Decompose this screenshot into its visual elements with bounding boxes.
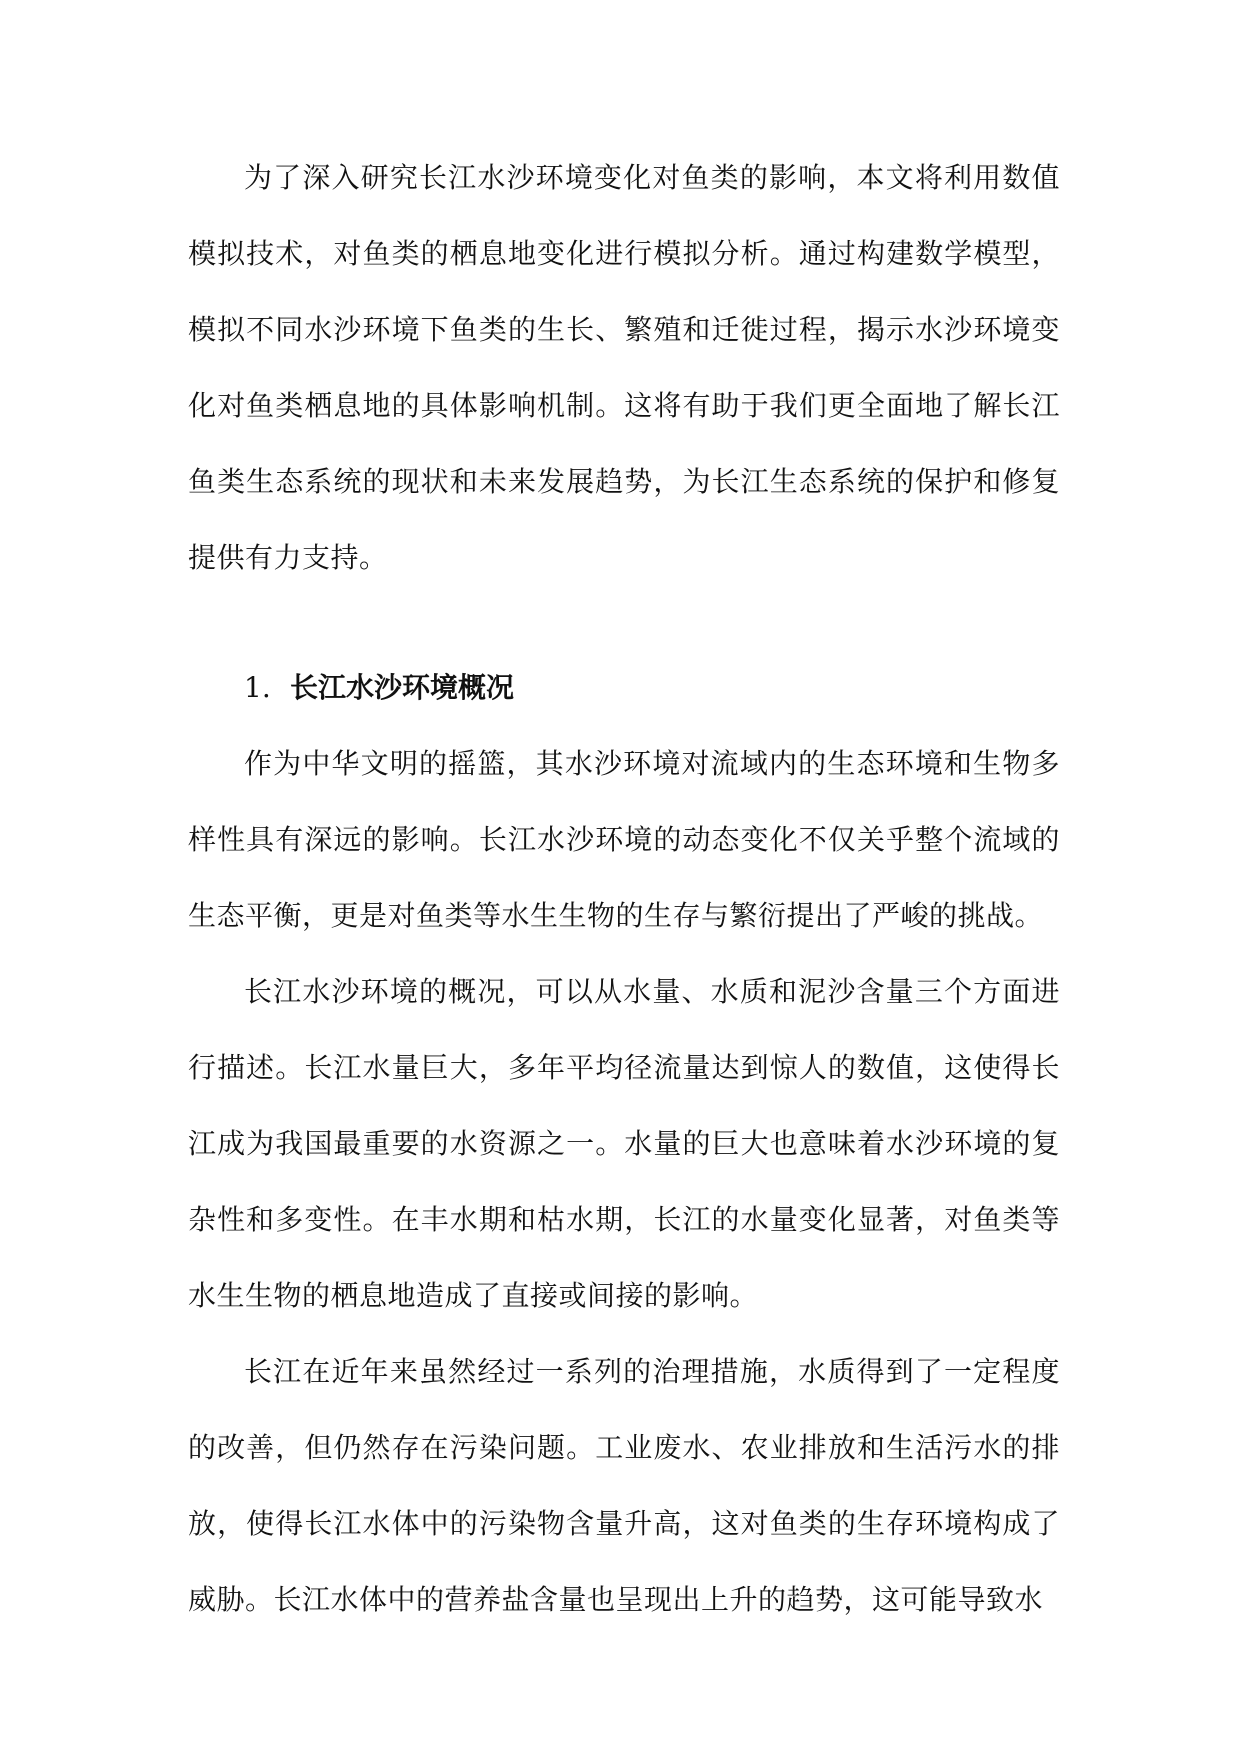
document-body [188,140,1060,1638]
section-number: 1. [244,671,271,704]
section-paragraph-3: 长江在近年来虽然经过一系列的治理措施，水质得到了一定程度的改善，但仍然存在污染问题。工业废水、农业排放和生活污水的排放，使得长江水体中的污染物含量升高，这对鱼类的生存环境构成了威胁。长江水体中的营养盐含量也呈现出上升的趋势，这可能导致水 [188,1355,1060,1616]
section-paragraph-2: 长江水沙环境的概况，可以从水量、水质和泥沙含量三个方面进行描述。长江水量巨大，多年平均径流量达到惊人的数值，这使得长江成为我国最重要的水资源之一。水量的巨大也意味着水沙环境的复杂性和多变性。在丰水期和枯水期，长江的水量变化显著，对鱼类等水生生物的栖息地造成了直接或间接的影响。 [188,975,1060,1312]
section-title: 长江水沙环境概况 [290,671,515,704]
intro-paragraph: 为了深入研究长江水沙环境变化对鱼类的影响，本文将利用数值模拟技术，对鱼类的栖息地变化进行模拟分析。通过构建数学模型，模拟不同水沙环境下鱼类的生长、繁殖和迁徙过程，揭示水沙环境变化对鱼类栖息地的具体影响机制。这将有助于我们更全面地了解长江鱼类生态系统的现状和未来发展趋势，为长江生态系统的保护和修复提供有力支持。 [188,161,1060,574]
section-paragraph-1: 作为中华文明的摇篮，其水沙环境对流域内的生态环境和生物多样性具有深远的影响。长江水沙环境的动态变化不仅关乎整个流域的生态平衡，更是对鱼类等水生生物的生存与繁衍提出了严峻的挑战。 [188,747,1060,932]
section-heading [188,650,1060,726]
